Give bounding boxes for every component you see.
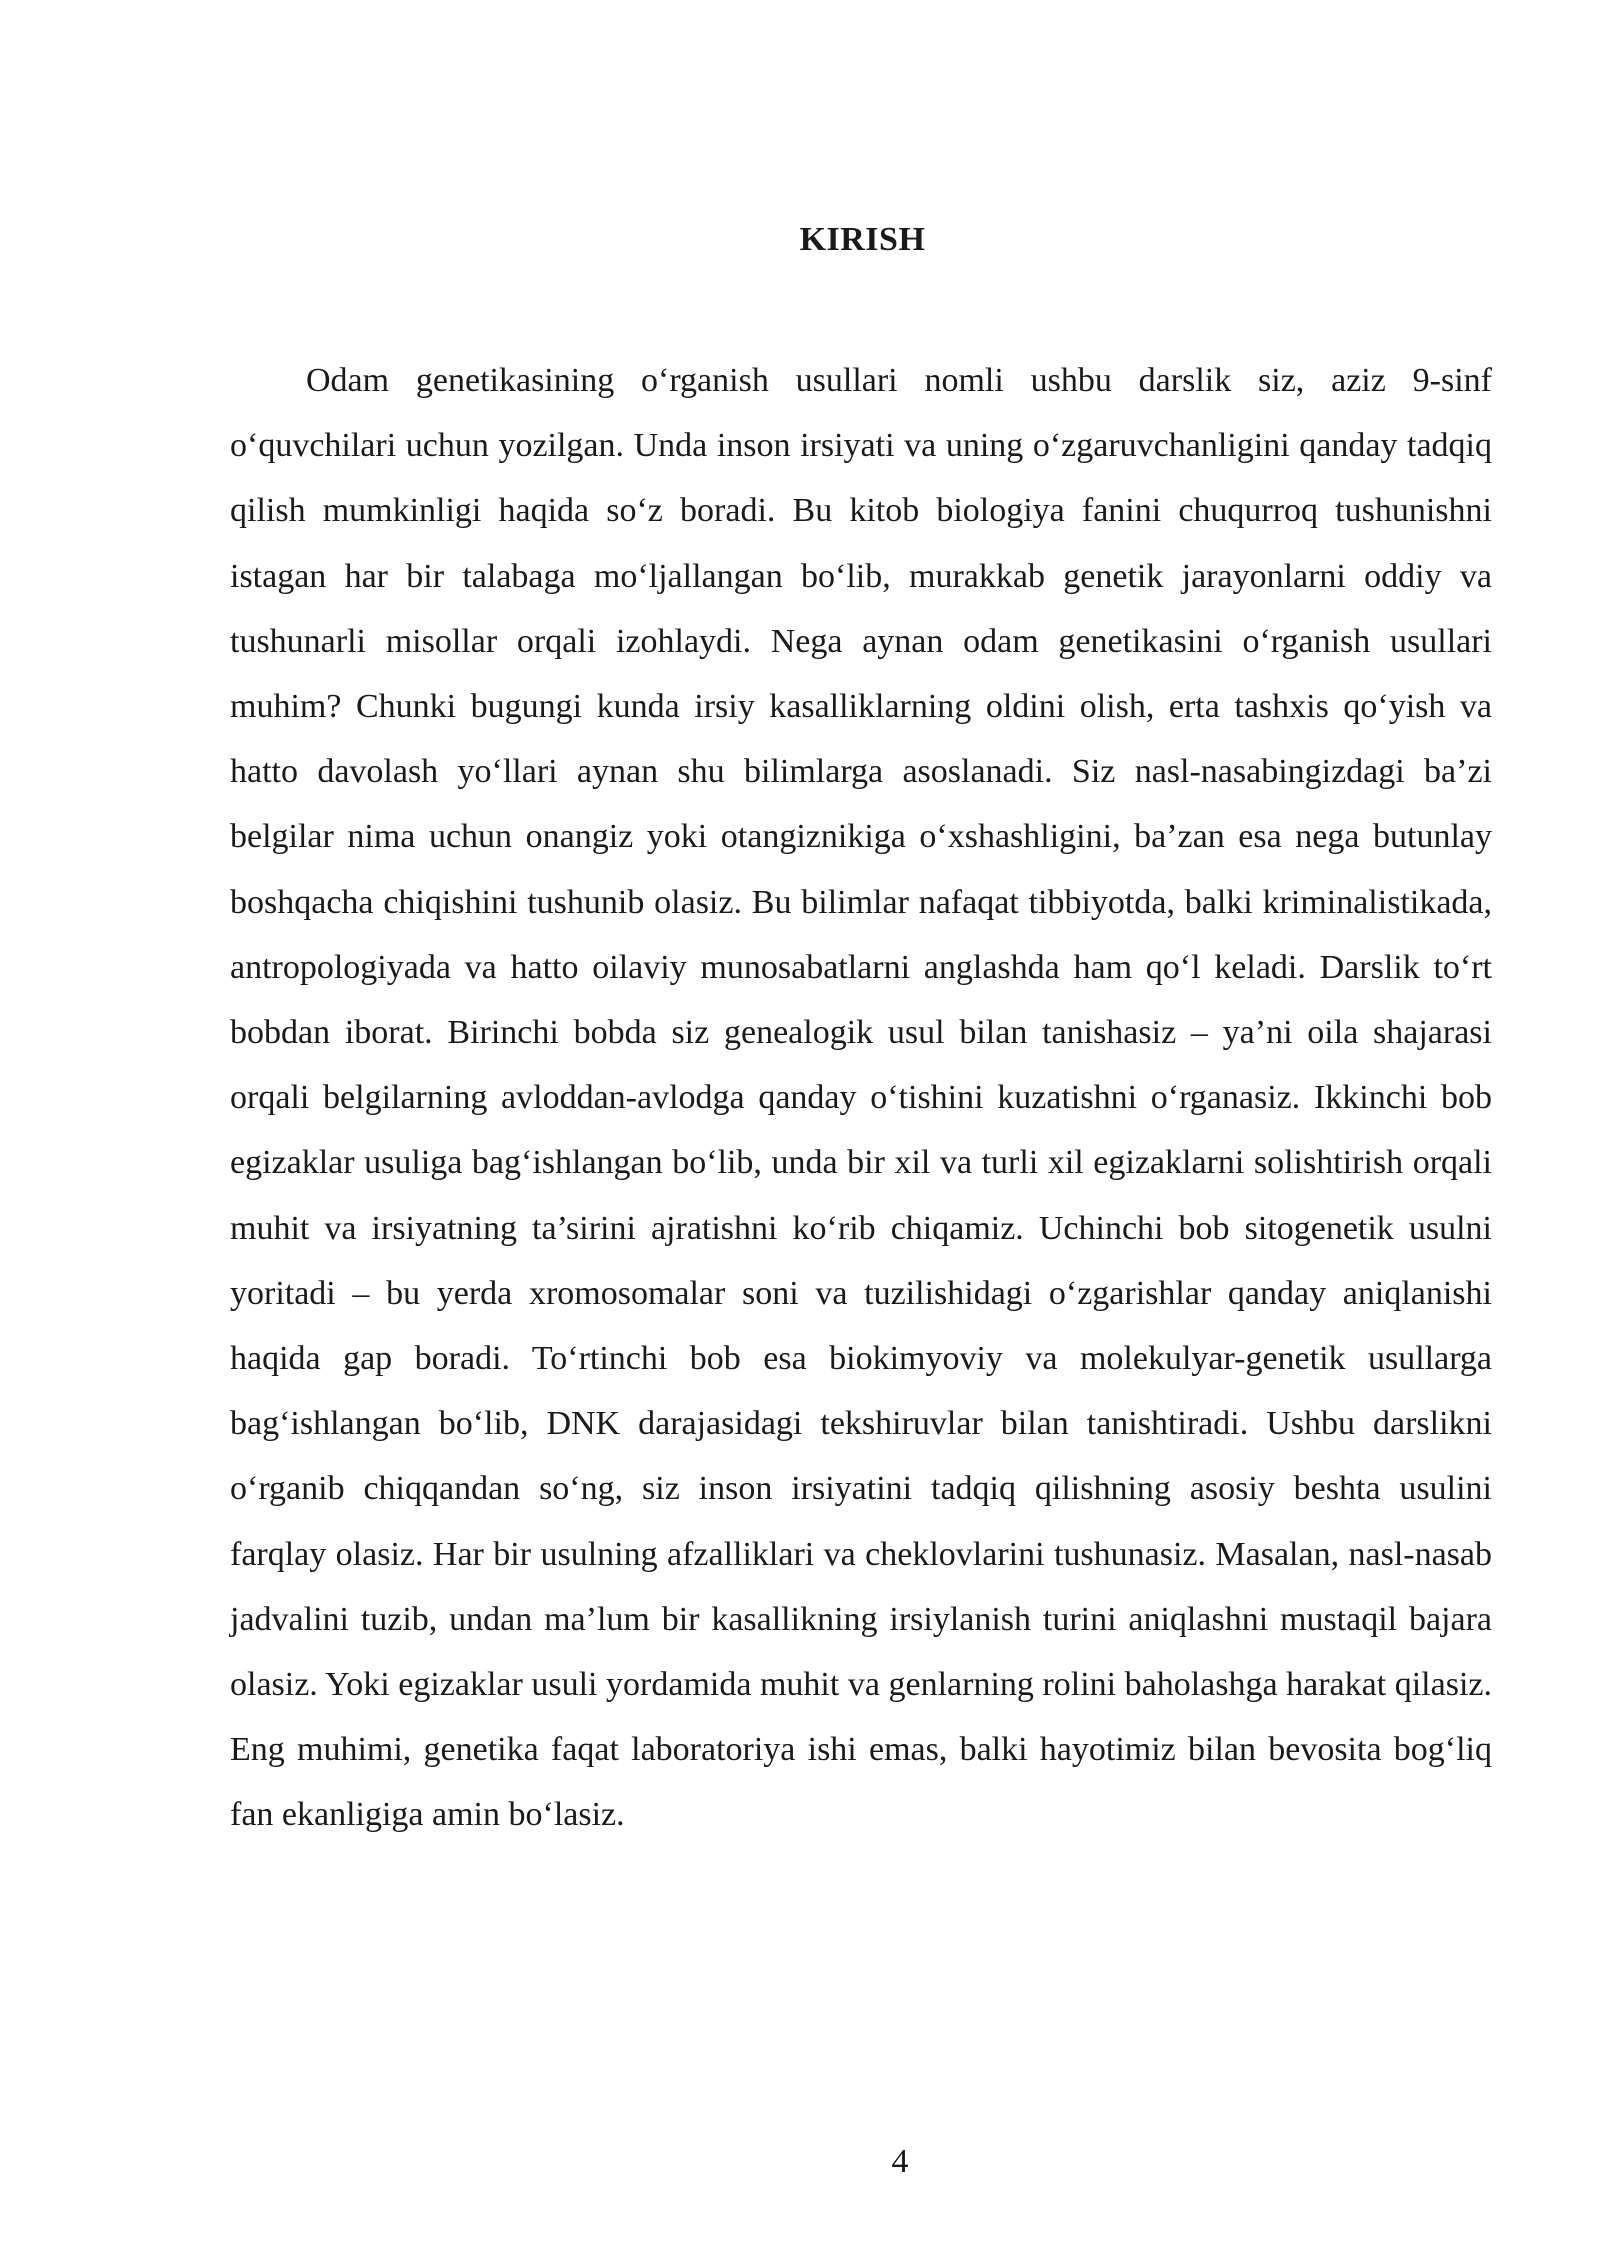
page-title: KIRISH: [799, 221, 926, 258]
page-number: 4: [891, 2143, 909, 2180]
intro-paragraph: Odam genetikasining o‘rganish usullari nomli ushbu darslik siz, aziz 9-sinf o‘quvchilari uchun yozilgan. Unda inson irsiyati va uning o‘zgaruvchanligini qanday tadqiq qilish mumkinligi haqida so‘z boradi. Bu kitob biologiya fanini chuqurroq tushunishni istagan har bir talabaga mo‘ljallangan bo‘lib, murakkab genetik jarayonlarni oddiy va tushunarli misollar orqali izohlaydi. Nega aynan odam genetikasini o‘rganish usullari muhim? Chunki bugungi kunda irsiy kasalliklarning oldini olish, erta tashxis qo‘yish va hatto davolash yo‘llari aynan shu bilimlarga asoslanadi. Siz nasl-nasabingizdagi ba’zi belgilar nima uchun onangiz yoki otangiznikiga o‘xshashligini, ba’zan esa nega butunlay boshqacha chiqishini tushunib olasiz. Bu bilimlar nafaqat tibbiyotda, balki kriminalistikada, antropologiyada va hatto oilaviy munosabatlarni anglashda ham qo‘l keladi. Darslik to‘rt bobdan iborat. Birinchi bobda siz genealogik usul bilan tanishasiz – ya’ni oila shajarasi orqali belgilarning avloddan-avlodga qanday o‘tishini kuzatishni o‘rganasiz. Ikkinchi bob egizaklar usuliga bag‘ishlangan bo‘lib, unda bir xil va turli xil egizaklarni solishtirish orqali muhit va irsiyatning ta’sirini ajratishni ko‘rib chiqamiz. Uchinchi bob sitogenetik usulni yoritadi – bu yerda xromosomalar soni va tuzilishidagi o‘zgarishlar qanday aniqlanishi haqida gap boradi. To‘rtinchi bob esa biokimyoviy va molekulyar-genetik usullarga bag‘ishlangan bo‘lib, DNK darajasidagi tekshiruvlar bilan tanishtiradi. Ushbu darslikni o‘rganib chiqqandan so‘ng, siz inson irsiyatini tadqiq qilishning asosiy beshta usulini farqlay olasiz. Har bir usulning afzalliklari va cheklovlarini tushunasiz. Masalan, nasl-nasab jadvalini tuzib, undan ma’lum bir kasallikning irsiylanish turini aniqlashni mustaqil bajara olasiz. Yoki egizaklar usuli yordamida muhit va genlarning rolini baholashga harakat qilasiz. Eng muhimi, genetika faqat laboratoriya ishi emas, balki hayotimiz bilan bevosita bog‘liq fan ekanligiga amin bo‘lasiz.: [230, 362, 1492, 1834]
